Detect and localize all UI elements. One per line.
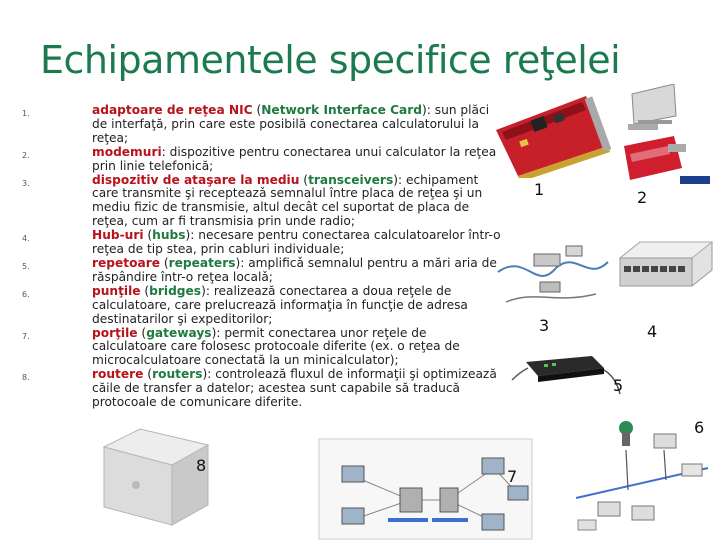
item-number: 3.: [22, 178, 30, 188]
item-number: 6.: [22, 289, 30, 299]
list-item: 1. adaptoare de reţea NIC (Network Interface Card): sun plăci de interfaţă, prin care este posibilă conectarea calculatorului la reţea;: [22, 103, 490, 145]
router-image: [96, 425, 216, 533]
item-english-term: bridges: [149, 283, 202, 298]
item-term: routere: [92, 367, 144, 382]
list-item: 7. porţile (gateways): permit conectarea unor reţele de calculatoare care folosesc protocoale diferite (ex. o reţea de microcalculatoare conectată la un minicalculator);: [22, 325, 460, 368]
item-english-term: repeaters: [168, 255, 236, 270]
transceiver-image: [496, 232, 611, 307]
item-english-term: transceivers: [308, 172, 394, 187]
item-term: dispozitiv de ataşare la mediu: [92, 172, 300, 187]
item-english-term: Network Interface Card: [261, 103, 422, 117]
item-term: adaptoare de reţea NIC: [92, 103, 253, 117]
list-item: 4. Hub-uri (hubs): necesare pentru conectarea calculatoarelor într-o reţea de tip stea, prin cabluri individuale;: [22, 228, 501, 257]
item-description: dispozitive pentru conectarea unui calculator la reţea prin linie telefonică;: [92, 144, 497, 173]
item-english-term: gateways: [146, 325, 212, 340]
item-description: realizează conectarea a doua reţele de calculatoare, care prelucrează informaţia în funcţie de adresa destinatarilor şi expeditorilor;: [92, 283, 468, 326]
item-term: modemuri: [92, 144, 162, 159]
image-label-2: 2: [637, 188, 648, 207]
item-description: sun plăci de interfaţă, prin care este posibilă conectarea calculatorului la reţea;: [92, 103, 490, 145]
item-description: controlează fluxul de informaţii şi optimizează căile de transfer a datelor; acestea sunt capabile să traducă protocoale de comunicare diferite.: [92, 367, 497, 410]
item-term: repetoare: [92, 255, 160, 270]
item-term: Hub-uri: [92, 228, 144, 243]
image-label-4: 4: [647, 322, 658, 341]
item-number: 8.: [22, 373, 30, 383]
item-number: 5.: [22, 261, 30, 271]
modem-image: [612, 84, 712, 189]
image-label-1: 1: [534, 180, 545, 199]
item-description: necesare pentru conectarea calculatoarelor într-o reţea de tip stea, prin cabluri individuale;: [92, 228, 501, 257]
list-item: 6. punţile (bridges): realizează conectarea a doua reţele de calculatoare, care prelucrează informaţia în funcţie de adresa destinatarilor şi expeditorilor;: [22, 283, 468, 326]
item-term: porţile: [92, 325, 138, 340]
item-description: amplificǎ semnalul pentru a mări aria de răspândire într-o reţea localǎ;: [92, 255, 497, 284]
gateway-network-image: [318, 438, 533, 540]
item-number: 4.: [22, 234, 30, 244]
item-number: 7.: [22, 331, 30, 341]
image-label-3: 3: [539, 316, 550, 335]
image-label-8: 8: [196, 456, 207, 475]
list-item: 2. modemuri: dispozitive pentru conectarea unui calculator la reţea prin linie telefonică;: [22, 144, 497, 173]
page-title: Echipamentele specifice reţelei: [40, 38, 621, 82]
hub-image: [616, 236, 716, 291]
item-english-term: routers: [152, 367, 203, 382]
item-description: permit conectarea unor reţele de calculatoare care folosesc protocoale diferite (ex. o reţea de microcalculatoare conectată la un minicalculator);: [92, 325, 460, 368]
repeater-image: [508, 336, 623, 396]
list-item: 3. dispozitiv de ataşare la mediu (transceivers): echipament care transmite şi recepteazǎ semnalul între placa de reţea şi un mediu fizic de transmisie, altul decât cel suportat de placa de reţea, cum ar fi transmisia prin unde radio;: [22, 172, 483, 229]
image-label-5: 5: [613, 376, 624, 395]
item-term: punţile: [92, 283, 141, 298]
list-item: 8. routere (routers): controlează fluxul de informaţii şi optimizează căile de transfer a datelor; acestea sunt capabile să traducă protocoale de comunicare diferite.: [22, 367, 497, 410]
image-label-6: 6: [694, 418, 705, 437]
list-item: 5. repetoare (repeaters): amplificǎ semnalul pentru a mări aria de răspândire într-o reţea localǎ;: [22, 255, 497, 284]
item-description: echipament care transmite şi recepteazǎ semnalul între placa de reţea şi un mediu fizic de transmisie, altul decât cel suportat de placa de reţea, cum ar fi transmisia prin unde radio;: [92, 172, 483, 229]
item-english-term: hubs: [152, 228, 186, 243]
item-number: 1.: [22, 109, 30, 118]
image-label-7: 7: [507, 467, 518, 486]
item-number: 2.: [22, 150, 30, 160]
equipment-list: [22, 104, 502, 410]
nic-card-image: [490, 88, 615, 178]
